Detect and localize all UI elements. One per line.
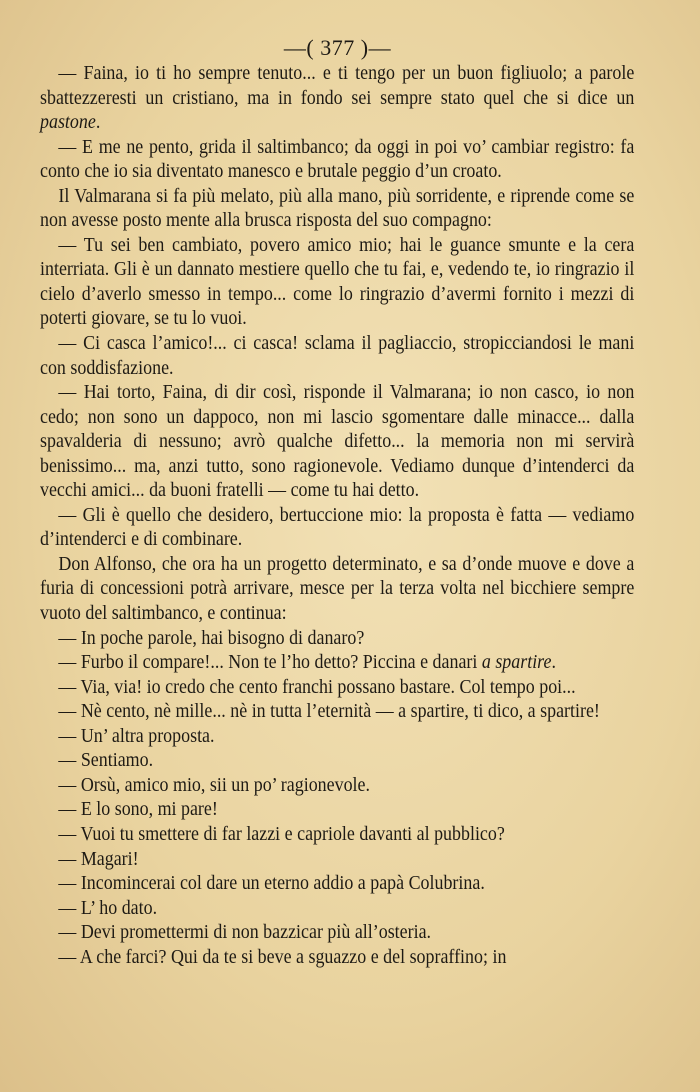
- paragraph: — E me ne pento, grida il saltimbanco; da oggi in poi vo’ cambiar registro: fa conto che io sia diventato manesco e brutale peggio d’un croato.: [40, 136, 635, 183]
- page-number: —( 377 )—: [283, 35, 392, 60]
- paragraph: — Furbo il compare!... Non te l’ho detto? Piccina e danari a spartire.: [58, 652, 556, 674]
- paragraph: — Un’ altra proposta.: [58, 725, 215, 747]
- paragraph: — E lo sono, mi pare!: [58, 799, 218, 821]
- paragraph: — Tu sei ben cambiato, povero amico mio; hai le guance smunte e la cera interriata. Gli è un dannato mestiere quello che tu fai, e, vedendo te, io ringrazio il cielo d’averlo smesso in tempo... come lo ringrazio d’avermi fornito i mezzi di poterti giovare, se tu lo vuoi.: [40, 234, 635, 330]
- paragraph: — Hai torto, Faina, di dir così, risponde il Valmarana; io non casco, io non cedo; non sono un dappoco, non mi lascio sgomentare dalle minacce... dalla spavalderia di nessuno; avrò qualche difetto... la memoria non mi servirà benissimo... ma, anzi tutto, sono ragionevole. Vediamo dunque d’intenderci da vecchi amici... da buoni fratelli — come tu hai detto.: [40, 382, 635, 502]
- paragraph: — In poche parole, hai bisogno di danaro?: [58, 627, 365, 649]
- paragraph: — Vuoi tu smettere di far lazzi e capriole davanti al pubblico?: [58, 823, 505, 845]
- paragraph: — Devi promettermi di non bazzicar più all’osteria.: [58, 922, 432, 944]
- paragraph: — A che farci? Qui da te si beve a sguazzo e del sopraffino; in: [58, 946, 507, 968]
- paragraph: — Via, via! io credo che cento franchi possano bastare. Col tempo poi...: [58, 676, 576, 698]
- paragraph: — Faina, io ti ho sempre tenuto... e ti tengo per un buon figliuolo; a parole sbattezzeresti un cristiano, ma in fondo sei sempre stato quel che si dice un pastone.: [40, 63, 635, 134]
- paragraph: Don Alfonso, che ora ha un progetto determinato, e sa d’onde muove e dove a furia di concessioni potrà arrivare, mesce per la terza volta nel bicchiere sempre vuoto del saltimbanco, e continua:: [40, 553, 635, 625]
- paragraph: Il Valmarana si fa più melato, più alla mano, più sorridente, e riprende come se non avesse posto mente alla brusca risposta del suo compagno:: [40, 185, 635, 232]
- book-page: [40, 36, 635, 970]
- paragraph: — Nè cento, nè mille... nè in tutta l’eternità — a spartire, ti dico, a spartire!: [58, 701, 600, 723]
- paragraph: — Magari!: [58, 848, 139, 870]
- paragraph: — Sentiamo.: [58, 750, 154, 772]
- paragraph: — Ci casca l’amico!... ci casca! sclama il pagliaccio, stropicciandosi le mani con soddisfazione.: [40, 333, 635, 379]
- paragraph: — Gli è quello che desidero, bertuccione mio: la proposta è fatta — vediamo d’intenderci e di combinare.: [40, 504, 635, 551]
- paragraph: — L’ ho dato.: [58, 897, 158, 919]
- paragraph: — Incomincerai col dare un eterno addio a papà Colubrina.: [58, 873, 485, 895]
- paragraph: — Orsù, amico mio, sii un po’ ragionevole.: [58, 774, 370, 796]
